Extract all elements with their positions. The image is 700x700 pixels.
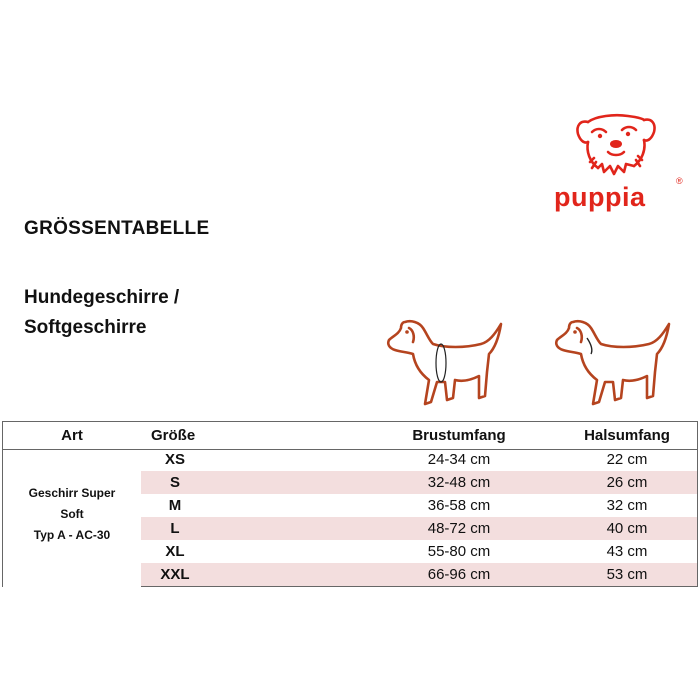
neck-cell: 26 cm (606, 474, 648, 491)
chest-cell: 24-34 cm (427, 451, 491, 468)
registered-mark: ® (676, 176, 683, 186)
chest-cell: 55-80 cm (427, 543, 491, 560)
size-cell: L (170, 520, 180, 537)
chest-cell: 32-48 cm (427, 474, 491, 491)
subtitle-line-1: Hundegeschirre / (24, 287, 180, 308)
brand-name: puppia (554, 182, 646, 212)
art-line-2: Soft (60, 507, 84, 521)
neck-cell: 43 cm (606, 543, 648, 560)
art-cell (3, 483, 141, 546)
size-cell: M (168, 497, 182, 514)
dog-chest-measure-icon (385, 318, 511, 414)
art-line-3: Typ A - AC-30 (33, 528, 111, 542)
neck-cell: 22 cm (606, 451, 648, 468)
header-size: Größe (151, 427, 196, 444)
art-line-1: Geschirr Super (28, 486, 116, 500)
header-art: Art (61, 427, 83, 444)
neck-cell: 32 cm (606, 497, 648, 514)
dog-neck-measure-icon (553, 318, 679, 414)
chest-cell: 66-96 cm (427, 566, 491, 583)
size-table (2, 421, 698, 587)
neck-cell: 40 cm (606, 520, 648, 537)
brand-logo (548, 112, 688, 212)
subtitle-line-2: Softgeschirre (24, 317, 147, 338)
size-cell: S (169, 474, 180, 491)
size-cell: XL (165, 543, 185, 560)
chest-cell: 48-72 cm (427, 520, 491, 537)
header-neck: Halsumfang (584, 427, 670, 444)
neck-cell: 53 cm (606, 566, 648, 583)
size-cell: XXL (160, 566, 190, 583)
chest-cell: 36-58 cm (427, 497, 491, 514)
size-cell: XS (164, 451, 185, 468)
dog-face-logo-icon (574, 112, 658, 178)
page-subtitle (24, 283, 179, 343)
page-title: GRÖSSENTABELLE (24, 218, 210, 239)
header-chest: Brustumfang (412, 427, 506, 444)
